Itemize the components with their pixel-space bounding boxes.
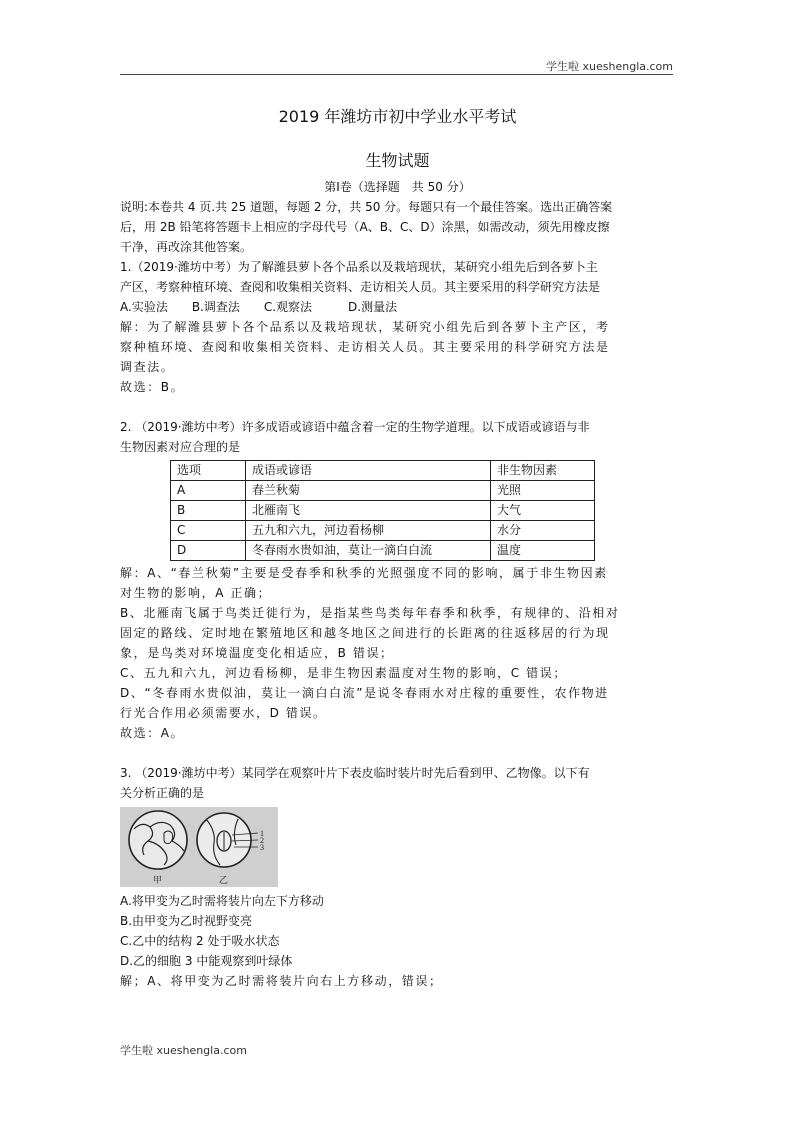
table-cell: A: [171, 481, 246, 501]
q1-stem: 产区，考察种植环境、查阅和收集相关资料、走访相关人员。其主要采用的科学研究方法是: [120, 280, 601, 294]
table-cell: 大气: [491, 501, 595, 521]
q3-option: C.乙中的结构 2 处于吸水状态: [120, 934, 280, 948]
q2-solution: 行光合作用必须需要水，D 错误。: [120, 706, 327, 720]
q1-options: A.实验法 B.调查法 C.观察法 D.测量法: [120, 300, 398, 314]
footer-brand: 学生啦 xueshengla.com: [120, 1044, 247, 1057]
table-row: [171, 501, 595, 521]
q2-solution: 固定的路线、定时地在繁殖地区和越冬地区之间进行的长距离的往返移居的行为现: [120, 626, 610, 640]
section-heading: 第Ⅰ卷（选择题 共 50 分）: [324, 180, 471, 194]
table-row: [171, 521, 595, 541]
q3-option: D.乙的细胞 3 中能观察到叶绿体: [120, 954, 293, 968]
table-cell: 北雁南飞: [246, 501, 491, 521]
q2-stem: 生物因素对应合理的是: [120, 440, 241, 454]
table-header-cell: 非生物因素: [491, 461, 595, 481]
table-cell: 光照: [491, 481, 595, 501]
q3-stem: 关分析正确的是: [120, 786, 205, 800]
q3-solution: 解；A、将甲变为乙时需将装片向右上方移动，错误；: [120, 974, 443, 988]
q2-stem: 2. （2019·潍坊中考）许多成语或谚语中蕴含着一定的生物学道理。以下成语或谚语与非: [120, 420, 590, 434]
q3-option: B.由甲变为乙时视野变亮: [120, 914, 253, 928]
figure-marker-3: 3: [260, 843, 264, 852]
table-cell: 五九和六九，河边看杨柳: [246, 521, 491, 541]
exam-title: 2019 年潍坊市初中学业水平考试: [278, 107, 517, 126]
exam-subtitle: 生物试题: [365, 151, 430, 170]
instructions-line: 干净，再改涂其他答案。: [120, 240, 253, 254]
instructions-line: 说明:本卷共 4 页.共 25 道题，每题 2 分，共 50 分。每题只有一个最佳答案。选出正确答案: [120, 200, 613, 214]
header-brand: 学生啦 xueshengla.com: [546, 60, 673, 73]
table-header-cell: 成语或谚语: [246, 461, 491, 481]
table-cell: 冬春雨水贵如油，莫让一滴白白流: [246, 541, 491, 561]
figure-label-jia: 甲: [153, 876, 163, 886]
q2-solution: 象，是鸟类对环境温度变化相适应，B 错误；: [120, 646, 394, 660]
figure-label-yi: 乙: [219, 876, 229, 886]
table-cell: 春兰秋菊: [246, 481, 491, 501]
microscope-figure: [120, 807, 278, 887]
q3-option: A.将甲变为乙时需将装片向左下方移动: [120, 894, 324, 908]
q1-solution: 解：为了解潍县萝卜各个品系以及栽培现状，某研究小组先后到各萝卜主产区，考: [120, 320, 610, 334]
table-row: [171, 541, 595, 561]
table-cell: 水分: [491, 521, 595, 541]
table-header-row: [171, 461, 595, 481]
q2-answer: 故选：A。: [120, 726, 185, 740]
table-cell: C: [171, 521, 246, 541]
instructions-line: 后，用 2B 铅笔将答题卡上相应的字母代号（A、B、C、D）涂黑，如需改动，须先用橡皮擦: [120, 220, 610, 234]
q3-stem: 3. （2019·潍坊中考）某同学在观察叶片下表皮临时装片时先后看到甲、乙物像。以下有: [120, 766, 590, 780]
q1-solution: 调查法。: [120, 360, 175, 374]
q2-solution: D、“冬春雨水贵似油，莫让一滴白白流”是说冬春雨水对庄稼的重要性，农作物进: [120, 686, 609, 700]
figure-marker-1: 1: [260, 829, 264, 838]
figure-marker-2: 2: [260, 836, 264, 845]
q2-solution: B、北雁南飞属于鸟类迁徙行为，是指某些鸟类每年春季和秋季，有规律的、沿相对: [120, 606, 620, 620]
table-header-cell: 选项: [171, 461, 246, 481]
table-row: [171, 481, 595, 501]
q1-answer: 故选：B。: [120, 380, 185, 394]
q2-solution: C、五九和六九，河边看杨柳，是非生物因素温度对生物的影响，C 错误；: [120, 666, 567, 680]
table-cell: 温度: [491, 541, 595, 561]
q1-stem: 1.（2019·潍坊中考）为了解潍县萝卜各个品系以及栽培现状，某研究小组先后到各萝卜主: [120, 260, 598, 274]
q2-table: [170, 460, 595, 561]
microscope-views-illustration: [120, 807, 278, 887]
document-body: [120, 100, 675, 991]
q2-solution: 解：A、“春兰秋菊”主要是受春季和秋季的光照强度不同的影响，属于非生物因素: [120, 566, 608, 580]
q1-solution: 察种植环境、查阅和收集相关资料、走访相关人员。其主要采用的科学研究方法是: [120, 340, 610, 354]
table-cell: D: [171, 541, 246, 561]
header-divider: [120, 74, 673, 75]
q2-solution: 对生物的影响，A 正确；: [120, 586, 272, 600]
table-cell: B: [171, 501, 246, 521]
